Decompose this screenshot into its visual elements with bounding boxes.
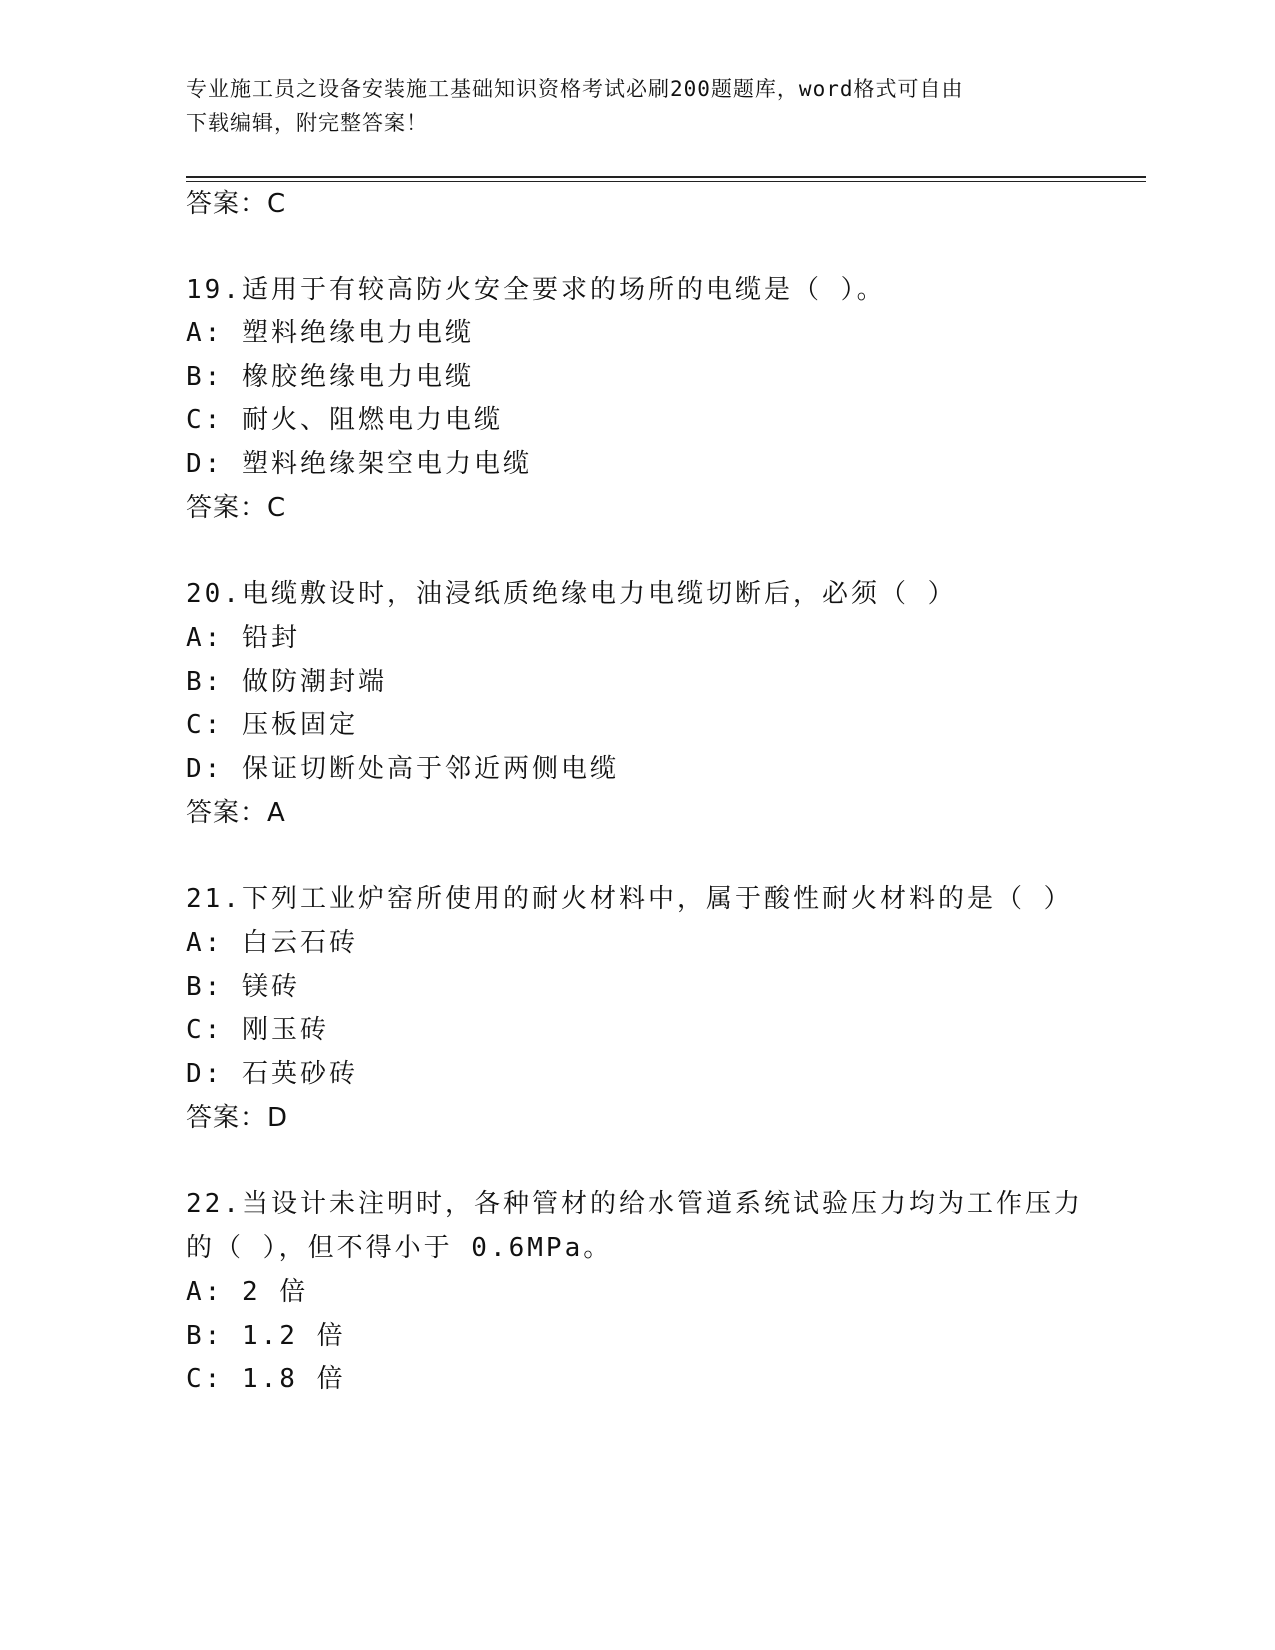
option-c: C: 刚玉砖 — [186, 1015, 329, 1045]
question-stem-line-2: 的（ ），但不得小于 0.6MPa。 — [186, 1233, 613, 1263]
option-a: A: 2 倍 — [186, 1277, 309, 1307]
option-d: D: 塑料绝缘架空电力电缆 — [186, 449, 532, 479]
option-c: C: 压板固定 — [186, 710, 358, 740]
option-a: A: 塑料绝缘电力电缆 — [186, 318, 474, 348]
option-c: C: 1.8 倍 — [186, 1364, 346, 1394]
previous-answer: 答案：C — [186, 189, 287, 219]
option-c: C: 耐火、阻燃电力电缆 — [186, 405, 503, 435]
option-b: B: 橡胶绝缘电力电缆 — [186, 362, 474, 392]
header-line-2: 下载编辑，附完整答案！ — [186, 111, 428, 135]
question-stem-line-1: 22.当设计未注明时，各种管材的给水管道系统试验压力均为工作压力 — [186, 1189, 1083, 1219]
option-a: A: 白云石砖 — [186, 928, 358, 958]
option-a: A: 铅封 — [186, 623, 300, 653]
question-stem: 20.电缆敷设时，油浸纸质绝缘电力电缆切断后，必须（ ） — [186, 579, 957, 609]
option-d: D: 保证切断处高于邻近两侧电缆 — [186, 754, 619, 784]
option-d: D: 石英砂砖 — [186, 1059, 358, 1089]
question-stem: 19.适用于有较高防火安全要求的场所的电缆是（ ）。 — [186, 275, 886, 305]
header-divider-thin — [186, 181, 1146, 182]
question-stem: 21.下列工业炉窑所使用的耐火材料中，属于酸性耐火材料的是（ ） — [186, 884, 1073, 914]
document-header — [186, 72, 1066, 140]
option-b: B: 做防潮封端 — [186, 667, 387, 697]
answer: 答案：C — [186, 493, 287, 523]
option-b: B: 镁砖 — [186, 972, 300, 1002]
answer: 答案：A — [186, 798, 286, 828]
header-line-1: 专业施工员之设备安装施工基础知识资格考试必刷200题题库，word格式可自由 — [186, 77, 964, 101]
option-b: B: 1.2 倍 — [186, 1321, 346, 1351]
header-divider — [186, 176, 1146, 178]
answer: 答案：D — [186, 1103, 289, 1133]
